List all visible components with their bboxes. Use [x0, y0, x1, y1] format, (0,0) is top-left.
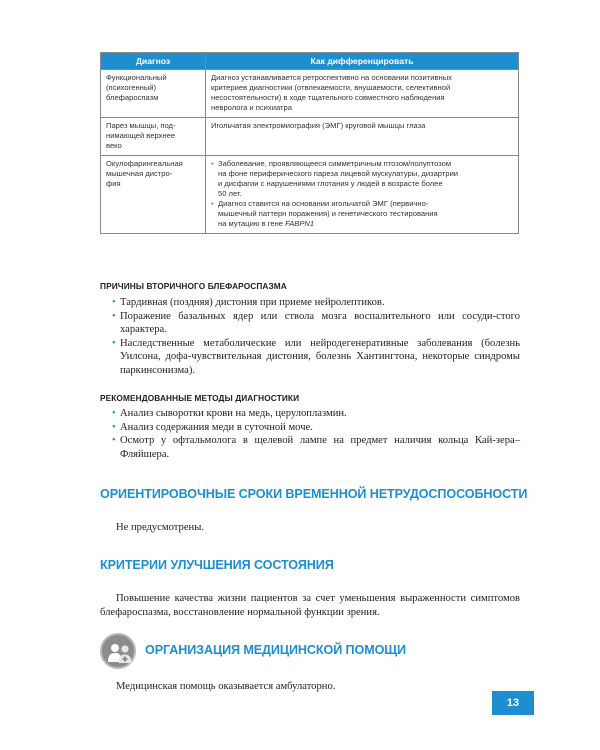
cell-line: мышечная дистро- — [106, 169, 173, 178]
method-bullet-list — [211, 159, 513, 229]
cell-line-text: на мутацию в гене — [218, 219, 284, 228]
list-item: • Осмотр у офтальмолога в щелевой лампе на предмет наличия кольца Кай-зера–Фляйшера. — [112, 434, 520, 461]
gene-name: FABPN1 — [285, 219, 315, 228]
column-header-diagnosis: Диагноз — [101, 53, 206, 70]
cell-line: критериев диагностики (отвлекаемости, внушаемости, селективной — [211, 83, 451, 92]
cell-line: блефароспазм — [106, 93, 159, 102]
organization-heading: ОРГАНИЗАЦИЯ МЕДИЦИНСКОЙ ПОМОЩИ — [145, 643, 406, 657]
cell-line: фия — [106, 179, 121, 188]
table-header-row — [101, 53, 519, 70]
differential-diagnosis-table — [100, 52, 519, 234]
diagnosis-cell — [101, 156, 206, 234]
organization-text: Медицинская помощь оказывается амбулаторно. — [116, 681, 336, 692]
list-item — [211, 159, 513, 199]
cell-line: Диагноз устанавливается ретроспективно на основании позитивных — [211, 73, 452, 82]
method-cell — [206, 156, 519, 234]
table-row — [101, 118, 519, 156]
diagnosis-cell — [101, 118, 206, 156]
cell-line: Парез мышцы, под- — [106, 121, 176, 130]
list-item — [211, 199, 513, 229]
method-cell — [206, 70, 519, 118]
list-item: • Наследственные метаболические или нейродегенеративные заболевания (болезнь Уилсона, дофа-чувствительная дистония, болезнь Хантингтона, некоторые синдромы паркинсонизма). — [112, 337, 520, 378]
table-row — [101, 156, 519, 234]
causes-list — [112, 296, 520, 377]
cell-line: 50 лет. — [218, 189, 242, 198]
column-header-method: Как дифференцировать — [206, 53, 519, 70]
methods-list — [112, 407, 520, 461]
cell-line: Игольчатая электромиография (ЭМГ) круговой мышцы глаза — [211, 121, 426, 130]
diagnosis-cell — [101, 70, 206, 118]
cell-line: (психогенный) — [106, 83, 157, 92]
cell-line — [218, 219, 513, 229]
disability-heading: ОРИЕНТИРОВОЧНЫЕ СРОКИ ВРЕМЕННОЙ НЕТРУДОСПОСОБНОСТИ — [100, 487, 528, 501]
cell-line: Окулофарингеальная — [106, 159, 183, 168]
cell-line: на фоне периферического пареза лицевой мускулатуры, дизартрии — [218, 169, 459, 178]
causes-heading: ПРИЧИНЫ ВТОРИЧНОГО БЛЕФАРОСПАЗМА — [100, 281, 287, 291]
table-row — [101, 70, 519, 118]
page-number: 13 — [492, 691, 534, 715]
list-item: • Анализ содержания меди в суточной моче. — [112, 421, 520, 435]
method-cell — [206, 118, 519, 156]
list-item: • Тардивная (поздняя) дистония при приеме нейролептиков. — [112, 296, 520, 310]
methods-heading: РЕКОМЕНДОВАННЫЕ МЕТОДЫ ДИАГНОСТИКИ — [100, 393, 300, 403]
cell-line: Функциональный — [106, 73, 167, 82]
medical-staff-icon — [100, 633, 136, 669]
list-item: • Анализ сыворотки крови на медь, церулоплазмин. — [112, 407, 520, 421]
cell-line: нимающей верхнее — [106, 131, 176, 140]
cell-line: невролога и психиатра — [211, 103, 292, 112]
disability-text: Не предусмотрены. — [116, 522, 204, 533]
improvement-text: Повышение качества жизни пациентов за счет уменьшения выраженности симптомов блефароспазма, восстановление нормальной функции зрения. — [100, 593, 520, 618]
cell-line: мышечный паттерн поражения) и генетического тестирования — [218, 209, 438, 218]
list-item: • Поражение базальных ядер или ствола мозга воспалительного или сосуди-стого характера. — [112, 310, 520, 337]
cell-line: и дисфагии с нарушениями глотания у людей в возрасте более — [218, 179, 443, 188]
cell-line: • Заболевание, проявляющееся симметричным птозом/полуптозом — [218, 159, 452, 168]
improvement-heading: КРИТЕРИИ УЛУЧШЕНИЯ СОСТОЯНИЯ — [100, 558, 334, 572]
cell-line: веко — [106, 141, 122, 150]
cell-line: несостоятельности) в ходе тщательного совместного наблюдения — [211, 93, 445, 102]
cell-line: • Диагноз ставится на основании игольчатой ЭМГ (первично- — [218, 199, 429, 208]
